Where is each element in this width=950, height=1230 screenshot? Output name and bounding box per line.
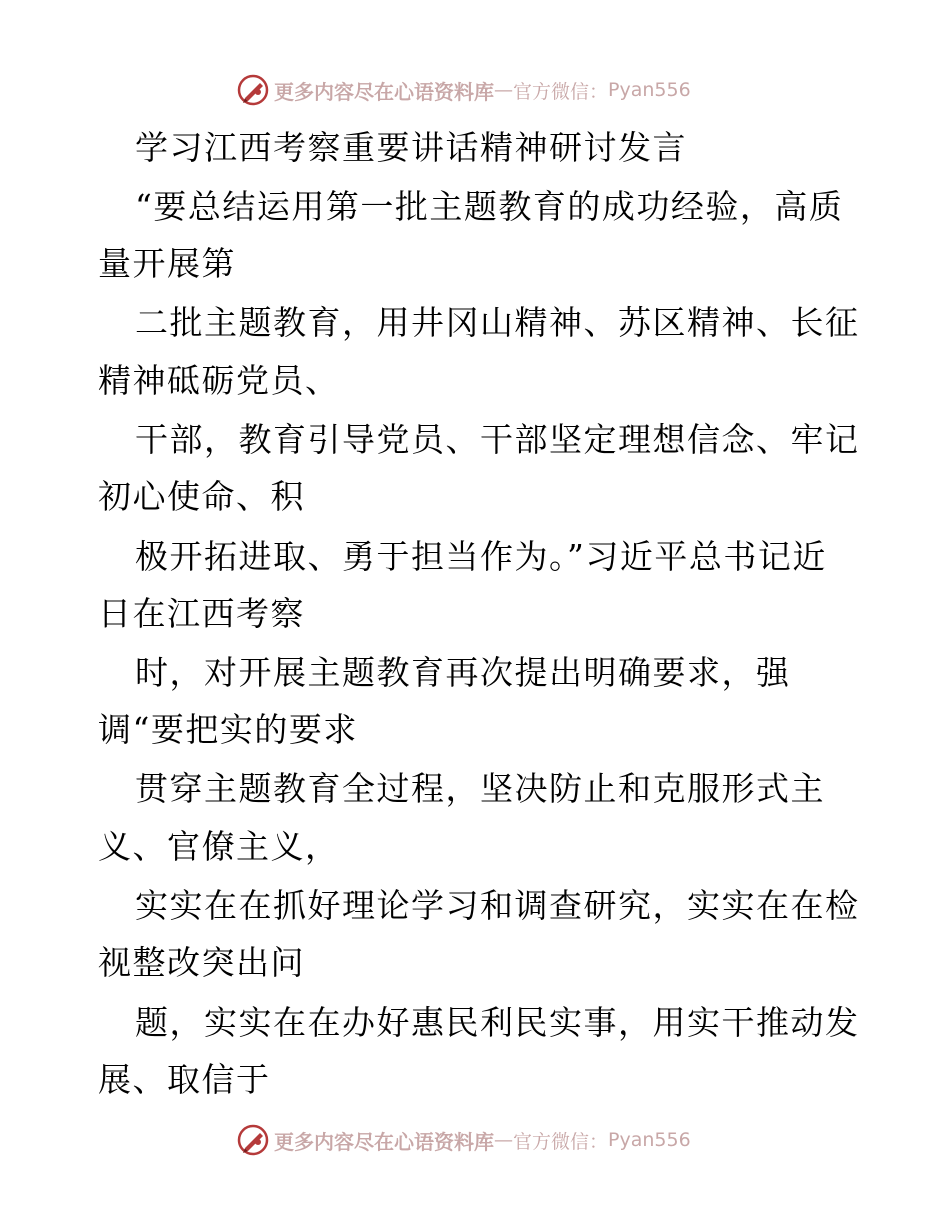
text-line: 初心使命、积 — [98, 477, 305, 516]
text-line: 题，实实在在办好惠民利民实事，用实干推动发 — [135, 1003, 860, 1042]
text-line: 贯穿主题教育全过程，坚决防止和克服形式主 — [135, 769, 825, 808]
banner-separator: — — [494, 1129, 513, 1151]
header-banner — [236, 72, 716, 108]
pen-logo-icon — [236, 1123, 270, 1157]
text-line: 量开展第 — [98, 244, 236, 283]
footer-banner — [236, 1122, 716, 1158]
document-title: 学习江西考察重要讲话精神研讨发言 — [135, 128, 687, 167]
text-line: 极开拓进取、勇于担当作为。”习近平总书记近 — [135, 537, 827, 576]
text-line: 二批主题教育，用井冈山精神、苏区精神、长征 — [135, 303, 860, 342]
text-line: 时，对开展主题教育再次提出明确要求，强 — [135, 653, 791, 692]
banner-main-text: 更多内容尽在心语资料库 — [274, 79, 494, 104]
text-line: 视整改突出问 — [98, 943, 305, 982]
banner-main-text: 更多内容尽在心语资料库 — [274, 1129, 494, 1154]
banner-contact-label: 官方微信： — [513, 80, 609, 103]
text-line: 实实在在抓好理论学习和调查研究，实实在在检 — [135, 886, 860, 925]
text-line: 日在江西考察 — [98, 594, 305, 633]
text-line: “要总结运用第一批主题教育的成功经验，高质 — [135, 187, 844, 226]
text-line: 展、取信于 — [98, 1060, 271, 1099]
banner-contact-id: Pyan556 — [608, 79, 691, 101]
banner-contact-id: Pyan556 — [608, 1129, 691, 1151]
text-line: 调“要把实的要求 — [98, 710, 358, 749]
banner-separator: — — [494, 79, 513, 101]
banner-contact-label: 官方微信： — [513, 1130, 609, 1153]
pen-logo-icon — [236, 73, 270, 107]
text-line: 义、官僚主义， — [98, 827, 340, 866]
text-line: 干部，教育引导党员、干部坚定理想信念、牢记 — [135, 420, 860, 459]
text-line: 精神砥砺党员、 — [98, 361, 340, 400]
